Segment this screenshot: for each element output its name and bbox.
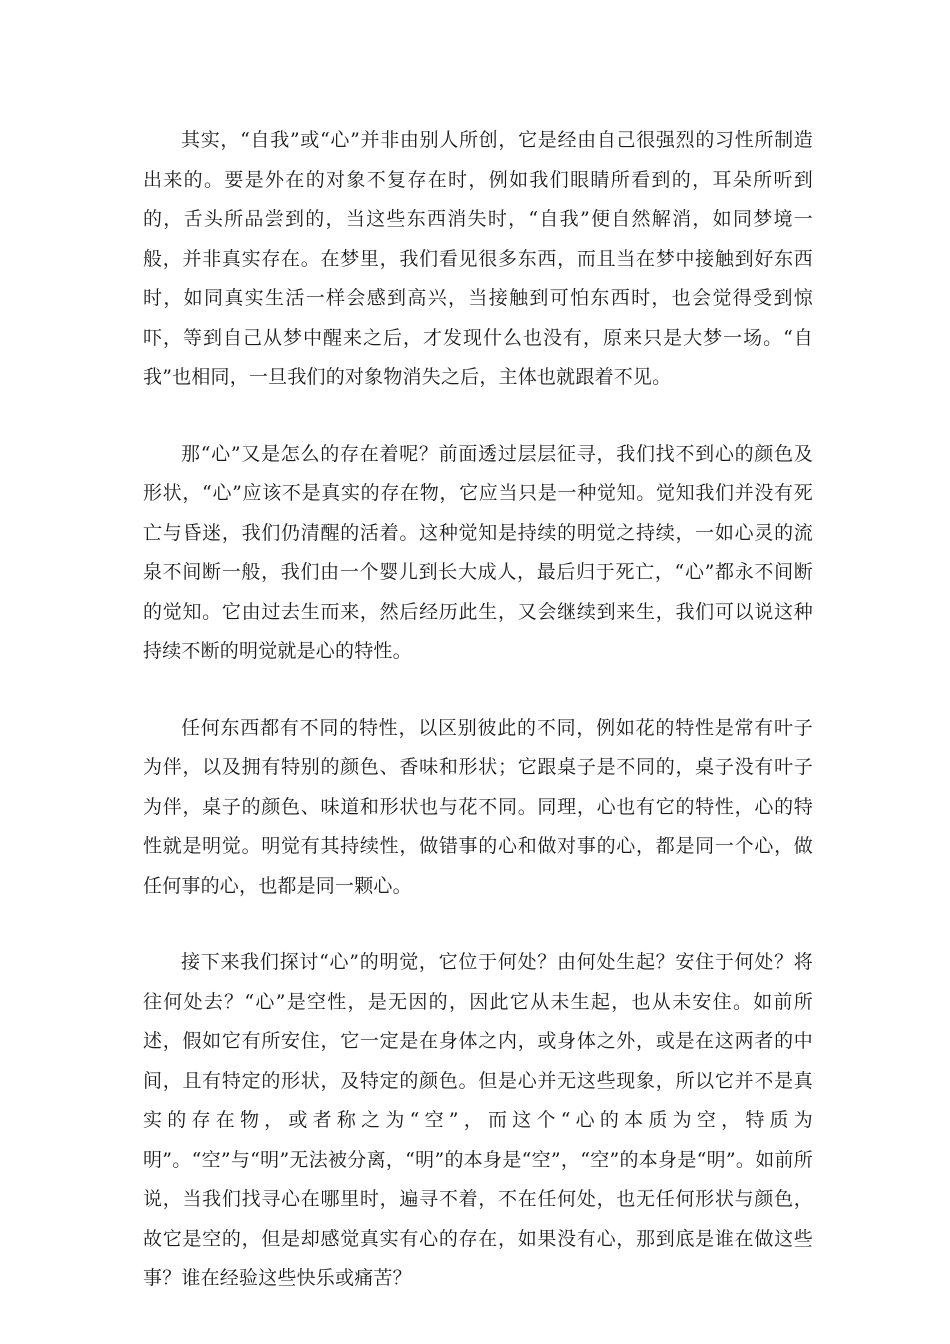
paragraph-3: 任何东西都有不同的特性，以区别彼此的不同，例如花的特性是常有叶子为伴，以及拥有特别的颜色、香味和形状；它跟桌子是不同的，桌子没有叶子为伴，桌子的颜色、味道和形状也与花不同。同理，心也有它的特性，心的特性就是明觉。明觉有其持续性，做错事的心和做对事的心，都是同一个心，做任何事的心，也都是同一颗心。 [143,716,813,897]
paragraph-2: 那“心”又是怎么的存在着呢？前面透过层层征寻，我们找不到心的颜色及形状，“心”应该不是真实的存在物，它应当只是一种觉知。觉知我们并没有死亡与昏迷，我们仍清醒的活着。这种觉知是持续的明觉之持续，一如心灵的流泉不间断一般，我们由一个婴儿到长大成人，最后归于死亡，“心”都永不间断的觉知。它由过去生而来，然后经历此生，又会继续到来生，我们可以说这种持续不断的明觉就是心的特性。 [143,442,813,662]
paragraph-1: 其实，“自我”或“心”并非由别人所创，它是经由自己很强烈的习性所制造出来的。要是外在的对象不复存在时，例如我们眼睛所看到的，耳朵所听到的，舌头所品尝到的，当这些东西消失时，“自我”便自然解消，如同梦境一般，并非真实存在。在梦里，我们看见很多东西，而且当在梦中接触到好东西时，如同真实生活一样会感到高兴，当接触到可怕东西时，也会觉得受到惊吓，等到自己从梦中醒来之后，才发现什么也没有，原来只是大梦一场。“自我”也相同，一旦我们的对象物消失之后，主体也就跟着不见。 [143,129,813,388]
paragraph-4: 接下来我们探讨“心”的明觉，它位于何处？由何处生起？安住于何处？将往何处去？“心”是空性，是无因的，因此它从未生起，也从未安住。如前所述，假如它有所安住，它一定是在身体之内，或身体之外，或是在这两者的中间，且有特定的形状，及特定的颜色。但是心并无这些现象，所以它并不是真实的存在物，或者称之为“空”，而这个“心的本质为空，特质为明”。“空”与“明”无法被分离，“明”的本身是“空”，“空”的本身是“明”。如前所说，当我们找寻心在哪里时，遍寻不着，不在任何处，也无任何形状与颜色，故它是空的，但是却感觉真实有心的存在，如果没有心，那到底是谁在做这些事？谁在经验这些快乐或痛苦？ [143,951,813,1289]
document-body [143,121,813,1299]
